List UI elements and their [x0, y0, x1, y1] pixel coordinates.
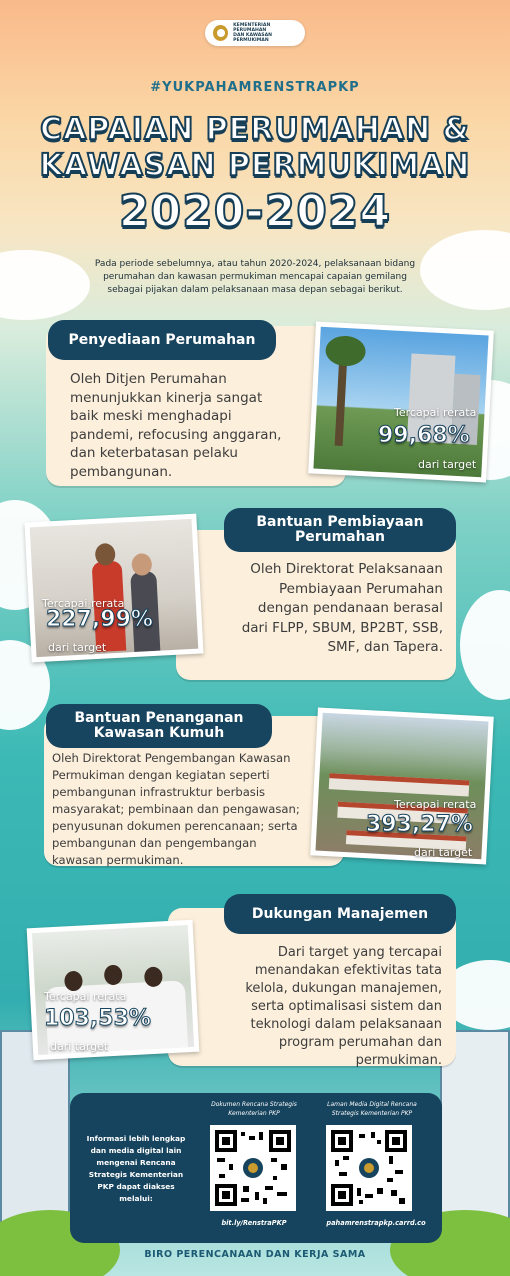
section-body-kumuh: Oleh Direktorat Pengembangan Kawasan Permukiman dengan kegiatan seperti pembangunan infrastruktur berbasis masyarakat; pembinaan dan pengawasan; penyusunan dokumen perencanaan; serta pembangunan dan pengembangan kawasan permukiman.: [52, 751, 300, 867]
ministry-logo: [205, 20, 305, 46]
stat-target-penyediaan: dari target: [418, 458, 477, 471]
section-title-pembiayaan: Bantuan Pembiayaan Perumahan: [224, 508, 456, 552]
qr1-caption: Dokumen Rencana Strategis Kementerian PKP: [211, 1101, 297, 1117]
page-title-line1: CAPAIAN PERUMAHAN &: [40, 112, 470, 147]
qr1-url[interactable]: bit.ly/RenstraPKP: [221, 1219, 287, 1227]
cloud-decoration: [420, 230, 510, 310]
stat-target-manajemen: dari target: [50, 1040, 109, 1053]
person-head: [104, 965, 123, 986]
section-body-penyediaan: Oleh Ditjen Perumahan menunjukkan kinerja sangat baik meski menghadapi pandemi, refocusing anggaran, dan keterbatasan pelaku pembangunan.: [70, 371, 282, 480]
page-title-years: 2020-2024: [118, 186, 392, 237]
stat-value-pembiayaan: 227,99%: [46, 607, 153, 632]
qr-code-renstra-media[interactable]: [326, 1125, 412, 1211]
stat-label-kumuh: Tercapai rerata: [394, 798, 477, 811]
ministry-emblem-icon: [213, 25, 228, 41]
qr-pattern-icon: [215, 1130, 291, 1206]
section-title-manajemen: Dukungan Manajemen: [224, 894, 456, 934]
stat-value-kumuh: 393,27%: [366, 812, 473, 837]
qr2-caption: Laman Media Digital Rencana Strategis Kementerian PKP: [327, 1101, 417, 1117]
info-box: [70, 1093, 442, 1243]
cloud-decoration: [0, 250, 90, 320]
logo-line1: KEMENTERIAN PERUMAHAN: [233, 23, 271, 33]
stat-target-kumuh: dari target: [414, 846, 473, 859]
page-title-line2: KAWASAN PERMUKIMAN: [39, 148, 471, 183]
qr2-url[interactable]: pahamrenstrapkp.carrd.co: [326, 1219, 426, 1227]
info-text: Informasi lebih lengkap dan media digital lain mengenai Rencana Strategis Kementerian PKP dapat diakses melalui:: [86, 1134, 186, 1203]
stat-target-pembiayaan: dari target: [48, 641, 107, 654]
section-title-penyediaan: Penyediaan Perumahan: [48, 320, 276, 360]
qr-pattern-icon: [331, 1130, 407, 1206]
logo-line2: DAN KAWASAN PERMUKIMAN: [233, 33, 272, 43]
section-body-pembiayaan: Oleh Direktorat Pelaksanaan Pembiayaan Perumahan dengan pendanaan berasal dari FLPP, SBUM, BP2BT, SSB, SMF, dan Tapera.: [241, 561, 443, 655]
stat-label-manajemen: Tercapai rerata: [44, 990, 127, 1003]
intro-paragraph: Pada periode sebelumnya, atau tahun 2020-2024, pelaksanaan bidang perumahan dan kawasan permukiman mencapai capaian gemilang sebagai pijakan dalam pelaksanaan masa depan sebagai berikut.: [94, 259, 416, 295]
photo-housing-complex: [310, 707, 494, 864]
section-title-kumuh: Bantuan Penanganan Kawasan Kumuh: [46, 704, 272, 748]
stat-label-penyediaan: Tercapai rerata: [394, 406, 477, 419]
footer-org-name: BIRO PERENCANAAN DAN KERJA SAMA: [144, 1249, 366, 1260]
cloud-decoration: [460, 590, 510, 700]
section-body-manajemen: Dari target yang tercapai menandakan efektivitas tata kelola, dukungan manajemen, serta optimalisasi sistem dan teknologi dalam pelaksanaan program perumahan dan permukiman.: [245, 945, 442, 1068]
logo-text: [233, 23, 305, 43]
stat-label-pembiayaan: Tercapai rerata: [42, 597, 125, 610]
hashtag: #YUKPAHAMRENSTRAPKP: [150, 80, 360, 95]
tree-canopy: [325, 335, 367, 367]
stat-value-penyediaan: 99,68%: [378, 423, 470, 448]
stat-value-manajemen: 103,53%: [44, 1006, 151, 1031]
house-row: [329, 773, 470, 796]
qr-code-renstra-document[interactable]: [210, 1125, 296, 1211]
